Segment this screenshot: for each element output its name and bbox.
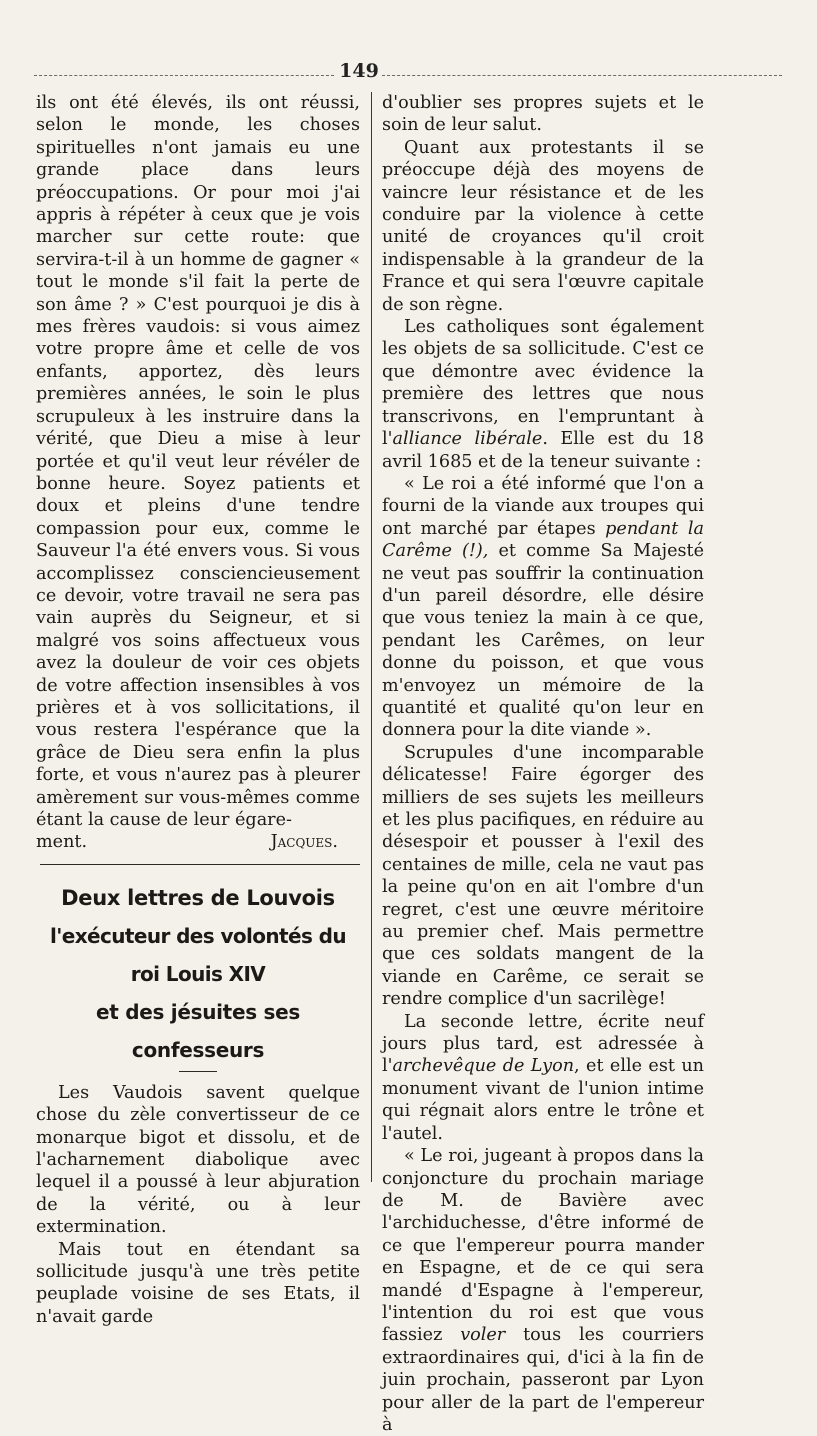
article-paragraph: Scrupules d'une incomparable délicatesse! Faire égorger des milliers de ses sujets les meilleurs et les plus pacifiques, en réduire au désespoir et pousser à l'exil des centaines de mille, cela ne vaut pas la peine qu'on en ait l'ombre d'un regret, c'est une œuvre méritoire au premier chef. Mais permettre que ces soldats mangent de la viande en Carême, ce serait se rendre complice d'un sacrilège! (382, 742, 704, 1010)
text-run: . Elle est du 18 avril 1685 et de la teneur suivante : (382, 429, 704, 472)
text-run: et comme Sa Majesté ne veut pas souffrir la continuation d'un pareil désordre, elle désire que vous teniez la main à ce que, pendant les Carêmes, on leur donne du poisson, et que vous m'envoyez un mémoire de la quantité et qualité qu'on leur en donnera pour la dite viande ». (382, 541, 704, 741)
article-paragraph: Quant aux protestants il se préoccupe déjà des moyens de vaincre leur résistance et de les conduire par la violence à cette unité de croyances qu'il croit indispensable à la grandeur de la France et qui sera l'œuvre capitale de son règne. (382, 137, 704, 315)
left-paragraph-end: ment. (36, 832, 88, 853)
left-paragraph-continued: ils ont été élevés, ils ont réussi, selon le monde, les choses spirituelles n'ont jamais eu une grande place dans leurs préoccupations. Or pour moi j'ai appris à répéter à ceux que je vois marcher sur cette route: que servira-t-il à un homme de gagner « tout le monde s'il fait la perte de son âme ? » C'est pourquoi je dis à mes frères vaudois: si vous aimez votre propre âme et celle de vos enfants, apportez, dès leurs premières années, le soin le plus scrupuleux à les instruire dans la vérité, que Dieu a mise à leur portée et qu'il veut leur révéler de bonne heure. Soyez patients et doux et pleins d'une tendre compassion pour eux, comme le Sauveur l'a été envers vous. Si vous accomplissez consciencieusement ce devoir, votre travail ne sera pas vain auprès du Seigneur, et si malgré vos soins affectueux vous avez la douleur de voir ces objets de votre affection insensibles à vos prières et à vos sollicitations, il vous restera l'espérance que la grâce de Dieu sera enfin la plus forte, et vous n'aurez pas à pleurer amèrement sur vous-mêmes comme étant la cause de leur égare- (36, 93, 360, 830)
text-run: , et elle est un monument vivant de l'union intime qui régnait alors entre le trône et l'autel. (382, 1056, 704, 1144)
article-title (36, 879, 360, 1069)
page-number: 149 (339, 60, 379, 82)
text-run: La seconde lettre, écrite neuf jours plus tard, est adressée à l' (382, 1011, 704, 1077)
quoted-letter (382, 1145, 704, 1436)
italic-text: archevêque de Lyon (392, 1056, 575, 1077)
article-paragraph (382, 1011, 704, 1145)
article-divider (40, 864, 360, 865)
quoted-letter (382, 473, 704, 742)
text-run: tous les courriers extraordinaires qui, d'ici à la fin de juin prochain, passeront par Lyon pour aller de la part de l'empereur à (382, 1325, 704, 1435)
article-title-line-1: Deux lettres de Louvois (61, 885, 335, 910)
right-column (382, 92, 704, 1435)
italic-text: pendant la Carême (!), (382, 518, 704, 562)
article-paragraph: Mais tout en étendant sa sollicitude jusqu'à une très petite peuplade voisine de ses Etats, il n'avait garde (36, 1239, 360, 1327)
article-paragraph: d'oublier ses propres sujets et le soin de leur salut. (382, 93, 704, 136)
text-run: « Le roi a été informé que l'on a fourni de la viande aux troupes qui ont marché par étapes (382, 473, 704, 539)
article-title-line-2: l'exécuteur des volontés du roi Louis XIV (50, 923, 346, 986)
title-underline (179, 1071, 217, 1072)
italic-text: voler (460, 1325, 506, 1346)
text-run: « Le roi, jugeant à propos dans la conjoncture du prochain mariage de M. de Bavière avec l'archiduchesse, d'être informé de ce que l'empereur pourra mander en Espagne, et de ce qui sera mandé d'Espagne à l'empereur, l'intention du roi est que vous fassiez (382, 1146, 704, 1346)
left-column (36, 92, 360, 1327)
article-paragraph: Les Vaudois savent quelque chose du zèle convertisseur de ce monarque bigot et dissolu, et de l'acharnement diabolique avec lequel il a poussé à leur abjuration de la vérité, ou à leur extermination. (36, 1082, 360, 1238)
author-signature: Jacques. (270, 832, 338, 853)
header-rule-left (34, 75, 334, 76)
article-paragraph (382, 316, 704, 473)
italic-text: alliance libérale (392, 429, 543, 450)
text-run: Les catholiques sont également les objets de sa sollicitude. C'est ce que démontre avec évidence la première des lettres que nous transcrivons, en l'empruntant à l' (382, 317, 704, 450)
signature-line (36, 831, 360, 853)
article-title-line-3: et des jésuites ses confesseurs (96, 999, 300, 1062)
column-divider (371, 92, 372, 1182)
header-rule-right (382, 75, 782, 76)
